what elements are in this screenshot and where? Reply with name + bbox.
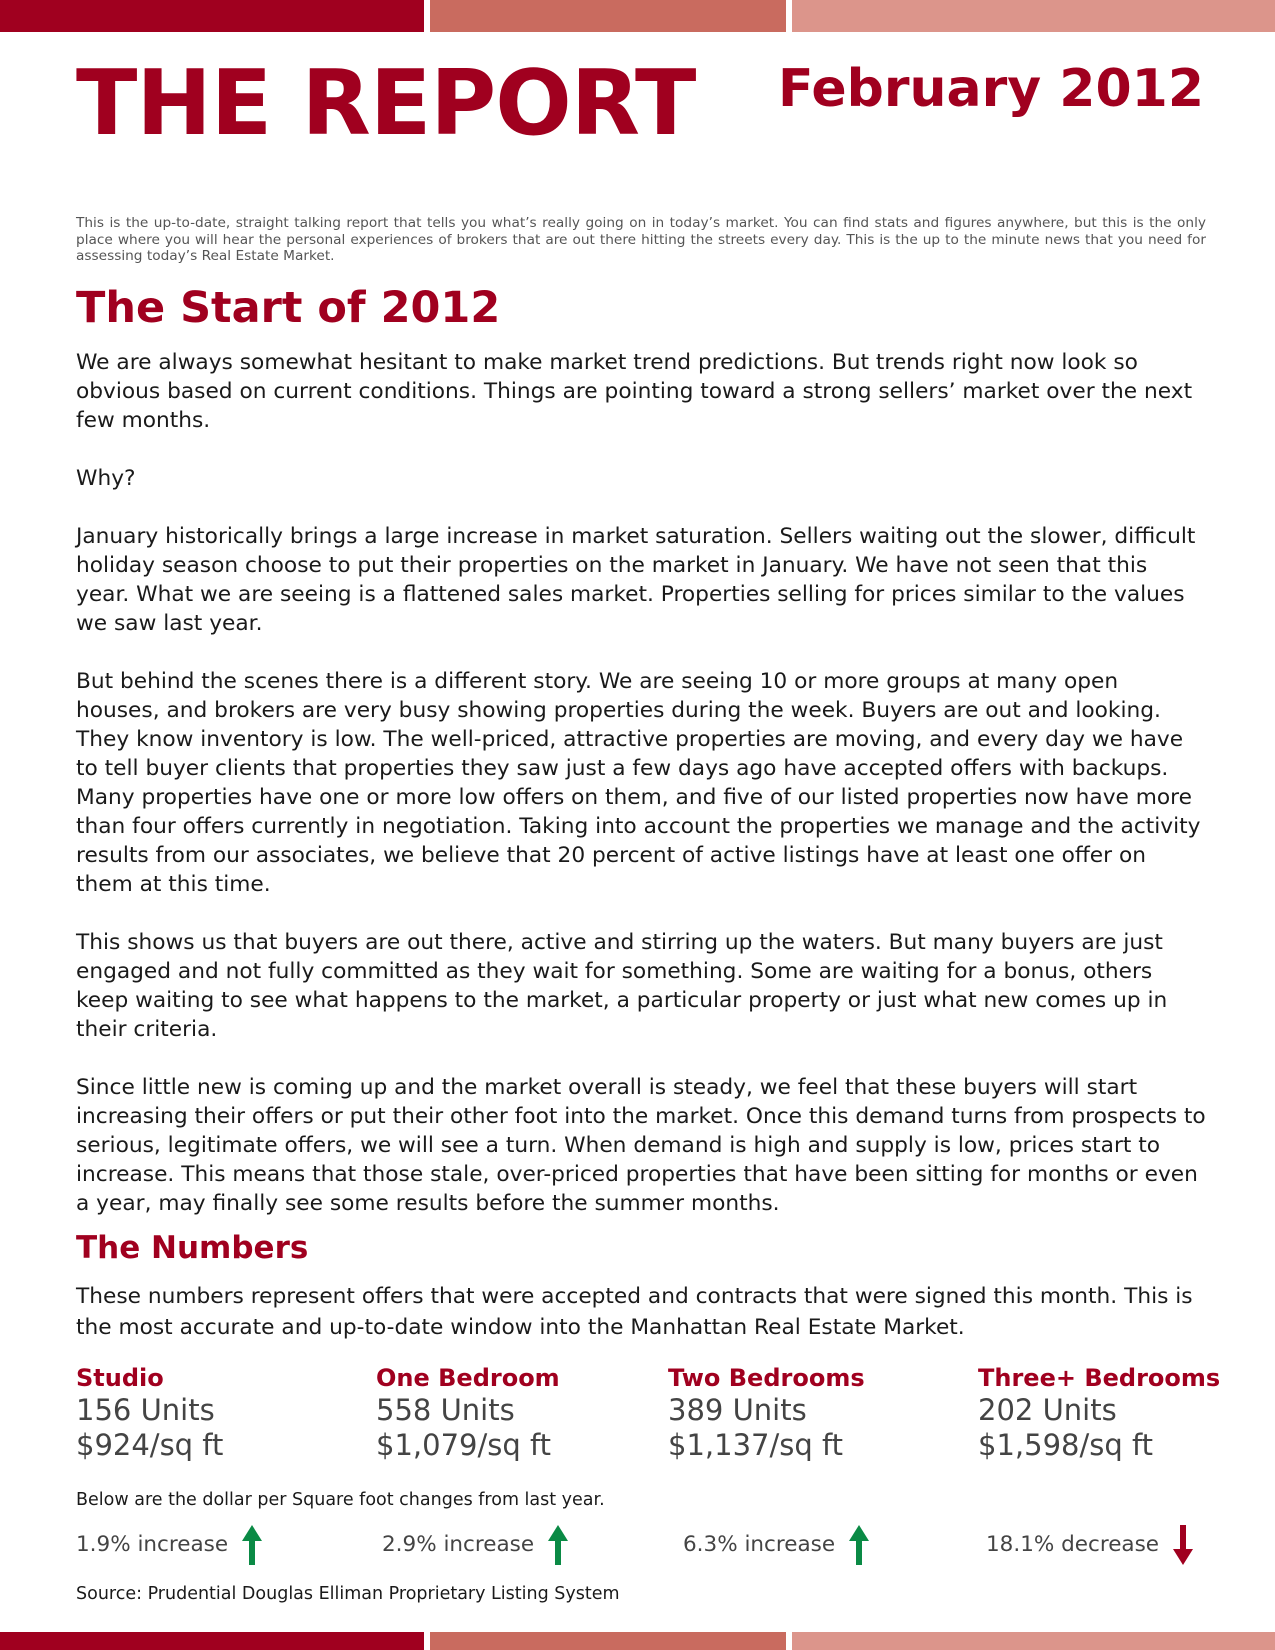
- arrow-down-icon: [1173, 1525, 1193, 1565]
- stat-price: $924/sq ft: [76, 1428, 224, 1463]
- band-segment-dark: [0, 1632, 424, 1650]
- source-text: Source: Prudential Douglas Elliman Proprietary Listing System: [76, 1584, 620, 1605]
- band-segment-mid: [430, 0, 786, 32]
- band-segment-dark: [0, 0, 424, 32]
- band-segment-mid: [430, 1632, 786, 1650]
- paragraph: But behind the scenes there is a different story. We are seeing 10 or more groups at many open houses, and brokers are very busy showing properties during the week. Buyers are out and looking. They know inventory is low. The well-priced, attractive properties are moving, and every day we have to tell buyer clients that properties they saw just a few days ago have accepted offers with backups. Many properties have one or more low offers on them, and five of our listed properties now have more than four offers currently in negotiation. Taking into account the properties we manage and the activity results from our associates, we believe that 20 percent of active listings have at least one offer on them at this time.: [76, 669, 1201, 898]
- change-text: 6.3% increase: [683, 1532, 836, 1558]
- change-studio: [76, 1525, 262, 1565]
- article-body: [76, 348, 1206, 1218]
- arrow-up-icon: [242, 1525, 262, 1565]
- change-text: 1.9% increase: [76, 1532, 229, 1558]
- report-title: THE REPORT: [76, 51, 696, 156]
- stat-label: Three+ Bedrooms: [978, 1364, 1221, 1393]
- arrow-up-icon: [548, 1525, 568, 1565]
- stat-two-bedrooms: [668, 1363, 865, 1463]
- stat-price: $1,079/sq ft: [376, 1428, 552, 1463]
- change-one-bedroom: [382, 1525, 568, 1565]
- stat-units: 202 Units: [978, 1393, 1117, 1428]
- band-segment-light: [792, 1632, 1275, 1650]
- paragraph: We are always somewhat hesitant to make market trend predictions. But trends right now look so obvious based on current conditions. Things are pointing toward a strong sellers’ market over the next few months.: [76, 350, 1193, 434]
- paragraph: Since little new is coming up and the market overall is steady, we feel that these buyers will start increasing their offers or put their other foot into the market. Once this demand turns from prospects to serious, legitimate offers, we will see a turn. When demand is high and supply is low, prices start to increase. This means that those stale, over-priced properties that have been sitting for months or even a year, may finally see some results before the summer months.: [76, 1075, 1206, 1217]
- top-color-band: [0, 0, 1275, 32]
- article-heading: The Start of 2012: [76, 282, 501, 333]
- numbers-heading: The Numbers: [76, 1230, 309, 1267]
- paragraph: Why?: [76, 466, 136, 492]
- stat-label: One Bedroom: [376, 1364, 560, 1393]
- bottom-color-band: [0, 1632, 1275, 1650]
- stat-units: 558 Units: [376, 1393, 515, 1428]
- stat-units: 389 Units: [668, 1393, 807, 1428]
- arrow-up-icon: [849, 1525, 869, 1565]
- changes-row: [76, 1525, 1206, 1575]
- paragraph: January historically brings a large increase in market saturation. Sellers waiting out the slower, difficult holiday season choose to put their properties on the market in January. We have not seen that this year. What we are seeing is a flattened sales market. Properties selling for prices similar to the values we saw last year.: [76, 524, 1196, 637]
- stat-label: Two Bedrooms: [668, 1364, 865, 1393]
- changes-note: Below are the dollar per Square foot changes from last year.: [76, 1490, 605, 1511]
- numbers-intro: These numbers represent offers that were accepted and contracts that were signed this month. This is the most accurate and up-to-date window into the Manhattan Real Estate Market.: [76, 1284, 1193, 1341]
- stat-units: 156 Units: [76, 1393, 215, 1428]
- change-two-bedrooms: [683, 1525, 869, 1565]
- paragraph: This shows us that buyers are out there, active and stirring up the waters. But many buyers are just engaged and not fully committed as they wait for something. Some are waiting for a bonus, others keep waiting to see what happens to the market, a particular property or just what new comes up in their criteria.: [76, 930, 1168, 1043]
- stat-price: $1,137/sq ft: [668, 1428, 844, 1463]
- change-text: 18.1% decrease: [986, 1532, 1160, 1558]
- intro-text: This is the up-to-date, straight talking report that tells you what’s really going on in today’s market. You can find stats and figures anywhere, but this is the only place where you will hear the personal experiences of brokers that are out there hitting the streets every day. This is the up to the minute news that you need for assessing today’s Real Estate Market.: [76, 215, 1206, 264]
- stat-one-bedroom: [376, 1363, 560, 1463]
- report-date: February 2012: [777, 59, 1204, 119]
- masthead: [76, 50, 1206, 170]
- band-segment-light: [792, 0, 1275, 32]
- change-text: 2.9% increase: [382, 1532, 535, 1558]
- stat-studio: [76, 1363, 223, 1463]
- stats-row: [76, 1363, 1221, 1471]
- stat-label: Studio: [76, 1364, 164, 1393]
- report-page: [76, 50, 1221, 1605]
- change-three-plus-bedrooms: [986, 1525, 1193, 1565]
- stat-three-plus-bedrooms: [978, 1363, 1220, 1463]
- stat-price: $1,598/sq ft: [978, 1428, 1154, 1463]
